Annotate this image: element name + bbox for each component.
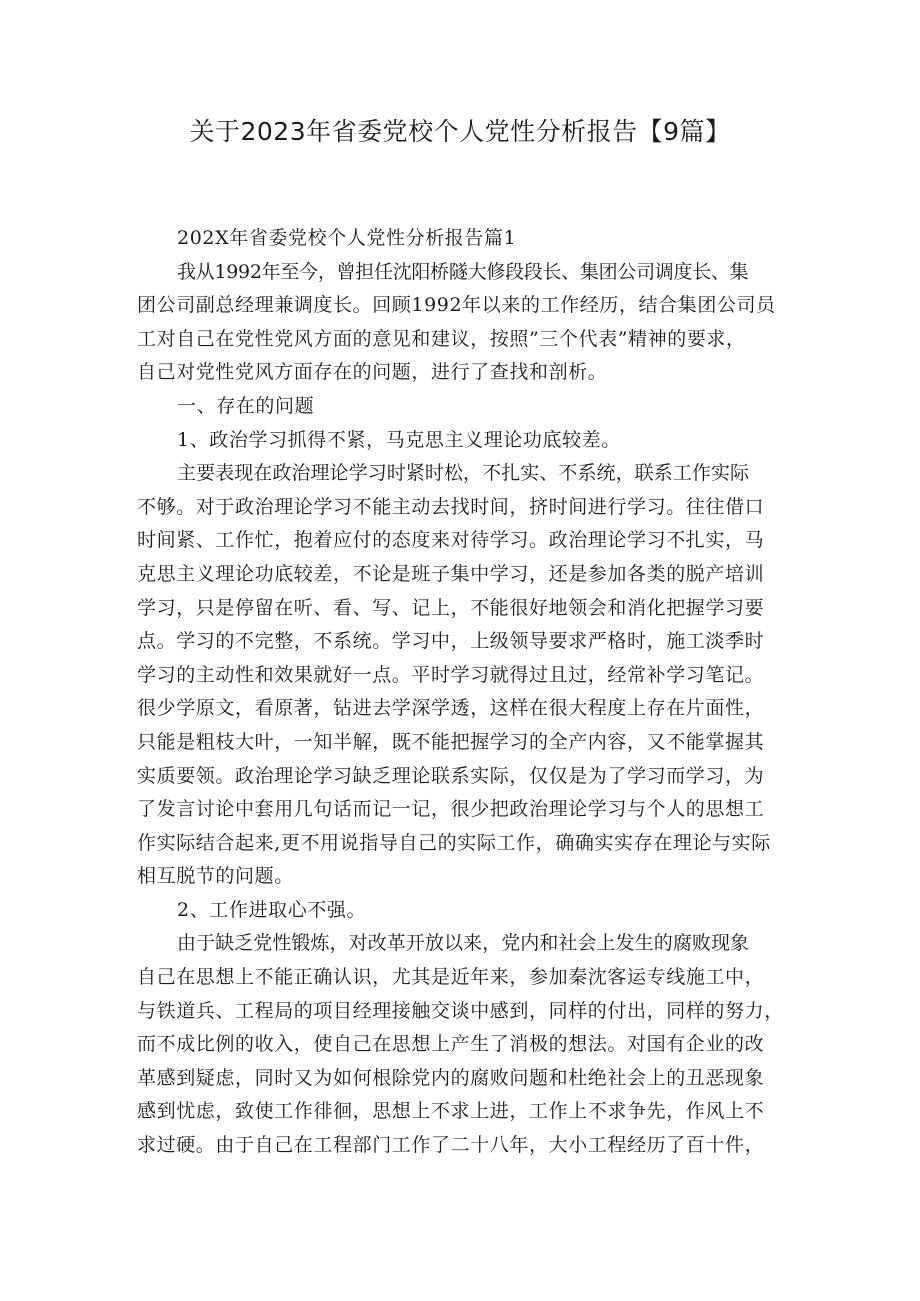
paragraph-intro <box>137 256 787 390</box>
text-line: 自己在思想上不能正确认识，尤其是近年来，参加秦沈客运专线施工中， <box>137 966 765 989</box>
text-line: 自己对党性党风方面存在的问题，进行了查找和剖析。 <box>137 361 608 384</box>
text-line: 主要表现在政治理论学习时紧时松，不扎实、不系统，联系工作实际 <box>177 462 750 485</box>
text-line: 作实际结合起来,更不用说指导自己的实际工作，确确实实存在理论与实际 <box>137 831 771 854</box>
text-line: 由于缺乏党性锻炼，对改革开放以来，党内和社会上发生的腐败现象 <box>177 932 750 955</box>
text-line: 革感到疑虑，同时又为如何根除党内的腐败问题和杜绝社会上的丑恶现象 <box>137 1066 765 1089</box>
text-line: 2、工作进取心不强。 <box>177 898 367 921</box>
text-line: 克思主义理论功底较差，不论是班子集中学习，还是参加各类的脱产培训 <box>137 562 765 585</box>
text-line: 一、存在的问题 <box>177 394 315 417</box>
subsection-heading <box>137 424 787 458</box>
section-heading <box>137 390 787 424</box>
text-line: 学习的主动性和效果就好一点。平时学习就得过且过，经常补学习笔记。 <box>137 663 765 686</box>
text-line: 点。学习的不完整，不系统。学习中，上级领导要求严格时，施工淡季时 <box>137 630 765 653</box>
text-line: 不够。对于政治理论学习不能主动去找时间，挤时间进行学习。往往借口 <box>137 495 765 518</box>
text-line: 求过硬。由于自己在工程部门工作了二十八年，大小工程经历了百十件， <box>137 1134 765 1157</box>
subsection-heading <box>137 894 787 928</box>
text-line: 我从1992年至今，曾担任沈阳桥隧大修段段长、集团公司调度长、集 <box>177 260 749 283</box>
paragraph-subtitle <box>137 222 787 256</box>
text-line: 时间紧、工作忙，抱着应付的态度来对待学习。政治理论学习不扎实，马 <box>137 529 765 552</box>
text-line: 团公司副总经理兼调度长。回顾1992年以来的工作经历，结合集团公司员 <box>137 294 776 317</box>
text-line: 相互脱节的问题。 <box>137 865 294 888</box>
text-line: 很少学原文，看原著，钻进去学深学透，这样在很大程度上存在片面性， <box>137 697 765 720</box>
text-line: 实质要领。政治理论学习缺乏理论联系实际，仅仅是为了学习而学习，为 <box>137 764 765 787</box>
text-line: 与铁道兵、工程局的项目经理接触交谈中感到，同样的付出，同样的努力， <box>137 999 784 1022</box>
text-line: 只能是粗枝大叶，一知半解，既不能把握学习的全产内容，又不能掌握其 <box>137 730 765 753</box>
document-title: 关于2023年省委党校个人党性分析报告【9篇】 <box>189 117 731 146</box>
paragraph-body <box>137 927 787 1162</box>
document-body <box>137 222 787 1163</box>
text-line: 了发言讨论中套用几句话而记一记，很少把政治理论学习与个人的思想工 <box>137 798 765 821</box>
paragraph-body <box>137 457 787 894</box>
text-line: 工对自己在党性党风方面的意见和建议，按照”三个代表”精神的要求， <box>137 327 746 350</box>
text-line: 1、政治学习抓得不紧，马克思主义理论功底较差。 <box>177 428 621 451</box>
text-line: 202X年省委党校个人党性分析报告篇1 <box>177 227 517 249</box>
text-line: 感到忧虑，致使工作徘徊，思想上不求上进，工作上不求争先，作风上不 <box>137 1100 765 1123</box>
text-line: 学习，只是停留在听、看、写、记上，不能很好地领会和消化把握学习要 <box>137 596 765 619</box>
text-line: 而不成比例的收入，使自己在思想上产生了消极的想法。对国有企业的改 <box>137 1033 765 1056</box>
